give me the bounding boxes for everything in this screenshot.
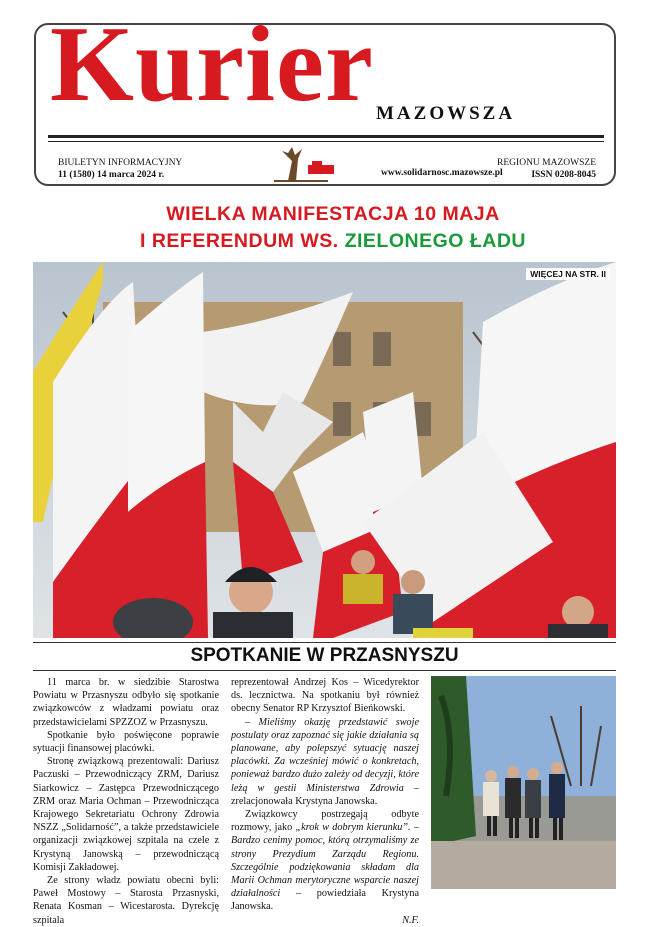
headline-line1: WIELKA MANIFESTACJA 10 MAJA bbox=[166, 203, 500, 225]
col2-paragraph-1: reprezentował Andrzej Kos – Wicedyrektor ds. lecznictwa. Na spotkaniu był również obecny Senator RP Krzysztof Bieńkowski. bbox=[231, 677, 419, 715]
masthead-title: Kurier bbox=[50, 5, 374, 124]
article-column-1 bbox=[33, 676, 219, 927]
headline-line2 bbox=[0, 230, 666, 253]
article-title: SPOTKANIE W PRZASNYSZU bbox=[190, 645, 459, 666]
col2-p3-start: Związkowcy postrzegają odbyte rozmowy, jako bbox=[231, 809, 419, 834]
col2-paragraph-3 bbox=[231, 808, 419, 914]
col1-paragraph-3: Stronę związkową prezentowali: Dariusz Paczuski – Przewodniczący ZRM, Dariusz Siarkowicz – Zastępca Przewodniczącego ZRM oraz Maria Ochman – Przewodnicząca Krajowego Sekretariatu Ochrony Zdrowia NSZZ „Solidarność”, a także przedstawiciele organizacji związkowej szpitala na czele z Krystyną Janowską – przewodniczącą Komisji Zakładowej. bbox=[33, 756, 219, 873]
col2-paragraph-2 bbox=[231, 716, 419, 808]
col1-paragraph-1: 11 marca br. w siedzibie Starostwa Powiatu w Przasnyszu odbyło się spotkanie związkowców z władzami powiatu oraz przedstawicielami SPZZOZ w Przasnyszu. bbox=[33, 677, 219, 728]
headline-line2-start: I REFERENDUM WS. bbox=[139, 230, 339, 252]
masthead-subtitle: MAZOWSZA bbox=[376, 103, 516, 124]
article-signature: N.F. bbox=[402, 914, 419, 926]
col2-p3-italic: – Bardzo cenimy pomoc, którą otrzymaliśmy ze strony Prezydium Zarządu Regionu. Szczególnie podziękowania składam dla Marii Ochman merytoryczne wsparcie naszej działalności bbox=[231, 822, 419, 900]
issue-label: 11 (1580) 14 marca 2024 r. bbox=[58, 170, 165, 180]
col1-paragraph-4: Ze strony władz powiatu obecni byli: Paweł Mostowy – Starosta Przasnyski, Renata Kosman – Wicestarosta. Dyrekcję szpitala bbox=[33, 875, 219, 926]
headline-line2-green: ZIELONEGO ŁADU bbox=[344, 230, 526, 252]
col1-paragraph-2: Spotkanie było poświęcone poprawie sytuacji finansowej placówki. bbox=[33, 729, 219, 755]
masthead bbox=[34, 5, 616, 186]
section-top-rule bbox=[33, 642, 616, 643]
solidarnosc-tree-emblem-icon bbox=[268, 143, 340, 183]
masthead-right-info bbox=[497, 157, 596, 181]
section-bottom-rule bbox=[33, 670, 616, 671]
flags-photo-illustration bbox=[33, 262, 616, 638]
manifestation-photo bbox=[33, 262, 616, 638]
region-label: REGIONU MAZOWSZE bbox=[497, 158, 596, 168]
col2-p3-rest: – powiedziała Krystyna Janowska. bbox=[231, 888, 419, 913]
group-photo-illustration bbox=[431, 676, 616, 889]
website-link[interactable]: www.solidarnosc.mazowsze.pl bbox=[381, 168, 503, 178]
bulletin-label: BIULETYN INFORMACYJNY bbox=[58, 158, 183, 168]
meeting-photo bbox=[431, 676, 616, 889]
issn-label: ISSN 0208-8045 bbox=[531, 170, 596, 180]
col2-p3-quote: „krok w dobrym kierunku”. bbox=[295, 822, 411, 834]
more-on-page-label: WIĘCEJ NA STR. II bbox=[526, 268, 610, 280]
col2-p2-rest: – zrelacjonowała Krystyna Janowska. bbox=[231, 782, 419, 807]
col2-p2-quote: – Mieliśmy okazję przedstawić swoje postulaty oraz zapoznać się jakie działania są planowane, aby polepszyć sytuację naszej placówki. Za wcześniej mówić o konkretach, ponieważ bardzo dużo zależy od decyzji, które leżą w gestii Ministerstwa Zdrowia bbox=[231, 716, 419, 794]
article-column-2 bbox=[231, 676, 419, 927]
masthead-rule bbox=[48, 135, 604, 138]
masthead-rule-thin bbox=[48, 141, 604, 142]
masthead-left-info bbox=[58, 157, 182, 181]
